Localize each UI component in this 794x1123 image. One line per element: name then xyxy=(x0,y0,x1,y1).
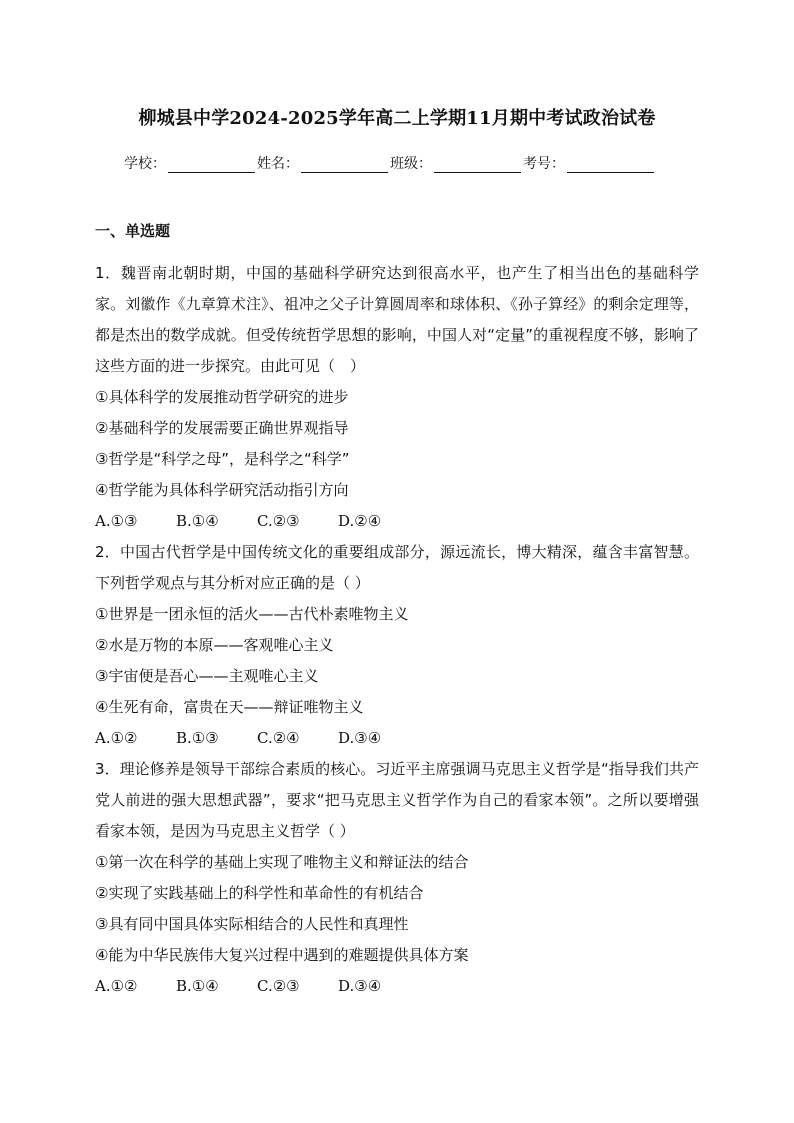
exam-title: 柳城县中学2024-2025学年高二上学期11月期中考试政治试卷 xyxy=(138,108,656,129)
student-info-row xyxy=(124,153,684,173)
section-heading: 一、单选题 xyxy=(95,222,171,240)
choice-a[interactable]: A.①② xyxy=(95,729,138,747)
question-2 xyxy=(95,537,699,754)
question-stem: 2．中国古代哲学是中国传统文化的重要组成部分，源远流长，博大精深，蕴含丰富智慧。下列哲学观点与其分析对应正确的是（ ） xyxy=(95,543,699,592)
statement-option: ③具有同中国具体实际相结合的人民性和真理性 xyxy=(95,915,409,933)
statement-option: ①具体科学的发展推动哲学研究的进步 xyxy=(95,388,349,406)
statement-option: ②基础科学的发展需要正确世界观指导 xyxy=(95,419,349,437)
class-label: 班级： xyxy=(390,156,432,172)
statement-option: ②实现了实践基础上的科学性和革命性的有机结合 xyxy=(95,884,424,902)
choice-b[interactable]: B.①③ xyxy=(176,729,219,747)
choice-c[interactable]: C.②③ xyxy=(257,977,300,995)
question-1 xyxy=(95,258,699,537)
statement-option: ③哲学是“科学之母”，是科学之“科学” xyxy=(95,450,350,468)
question-3 xyxy=(95,754,699,1002)
choice-d[interactable]: D.②④ xyxy=(338,512,382,530)
choice-a[interactable]: A.①③ xyxy=(95,512,138,530)
statement-option: ①第一次在科学的基础上实现了唯物主义和辩证法的结合 xyxy=(95,853,469,871)
school-label: 学校： xyxy=(124,156,166,172)
statement-option: ②水是万物的本原——客观唯心主义 xyxy=(95,636,334,654)
choice-d[interactable]: D.③④ xyxy=(338,729,382,747)
question-stem: 3．理论修养是领导干部综合素质的核心。习近平主席强调马克思主义哲学是“指导我们共产党人前进的强大思想武器”，要求“把马克思主义哲学作为自己的看家本领”。之所以要增强看家本领，是因为马克思主义哲学（ ） xyxy=(95,760,699,840)
choice-b[interactable]: B.①④ xyxy=(176,512,219,530)
answer-choices xyxy=(95,723,699,754)
statement-option: ③宇宙便是吾心——主观唯心主义 xyxy=(95,667,319,685)
answer-choices xyxy=(95,971,699,1002)
choice-c[interactable]: C.②④ xyxy=(257,729,300,747)
choice-b[interactable]: B.①④ xyxy=(176,977,219,995)
choice-d[interactable]: D.③④ xyxy=(338,977,382,995)
statement-option: ④哲学能为具体科学研究活动指引方向 xyxy=(95,481,349,499)
exam-number-blank[interactable] xyxy=(567,156,654,173)
choice-a[interactable]: A.①② xyxy=(95,977,138,995)
answer-choices xyxy=(95,506,699,537)
name-label: 姓名： xyxy=(257,156,299,172)
exam-number-label: 考号： xyxy=(523,156,565,172)
school-blank[interactable] xyxy=(168,156,255,173)
choice-c[interactable]: C.②③ xyxy=(257,512,300,530)
questions-area xyxy=(95,258,699,1002)
name-blank[interactable] xyxy=(301,156,388,173)
statement-option: ①世界是一团永恒的活火——古代朴素唯物主义 xyxy=(95,605,409,623)
question-stem: 1．魏晋南北朝时期，中国的基础科学研究达到很高水平，也产生了相当出色的基础科学家。刘徽作《九章算术注》、祖冲之父子计算圆周率和球体积、《孙子算经》的剩余定理等，都是杰出的数学成就。但受传统哲学思想的影响，中国人对“定量”的重视程度不够，影响了这些方面的进一步探究。由此可见（ ） xyxy=(95,264,699,375)
statement-option: ④能为中华民族伟大复兴过程中遇到的难题提供具体方案 xyxy=(95,946,469,964)
class-blank[interactable] xyxy=(434,156,521,173)
statement-option: ④生死有命，富贵在天——辩证唯物主义 xyxy=(95,698,364,716)
